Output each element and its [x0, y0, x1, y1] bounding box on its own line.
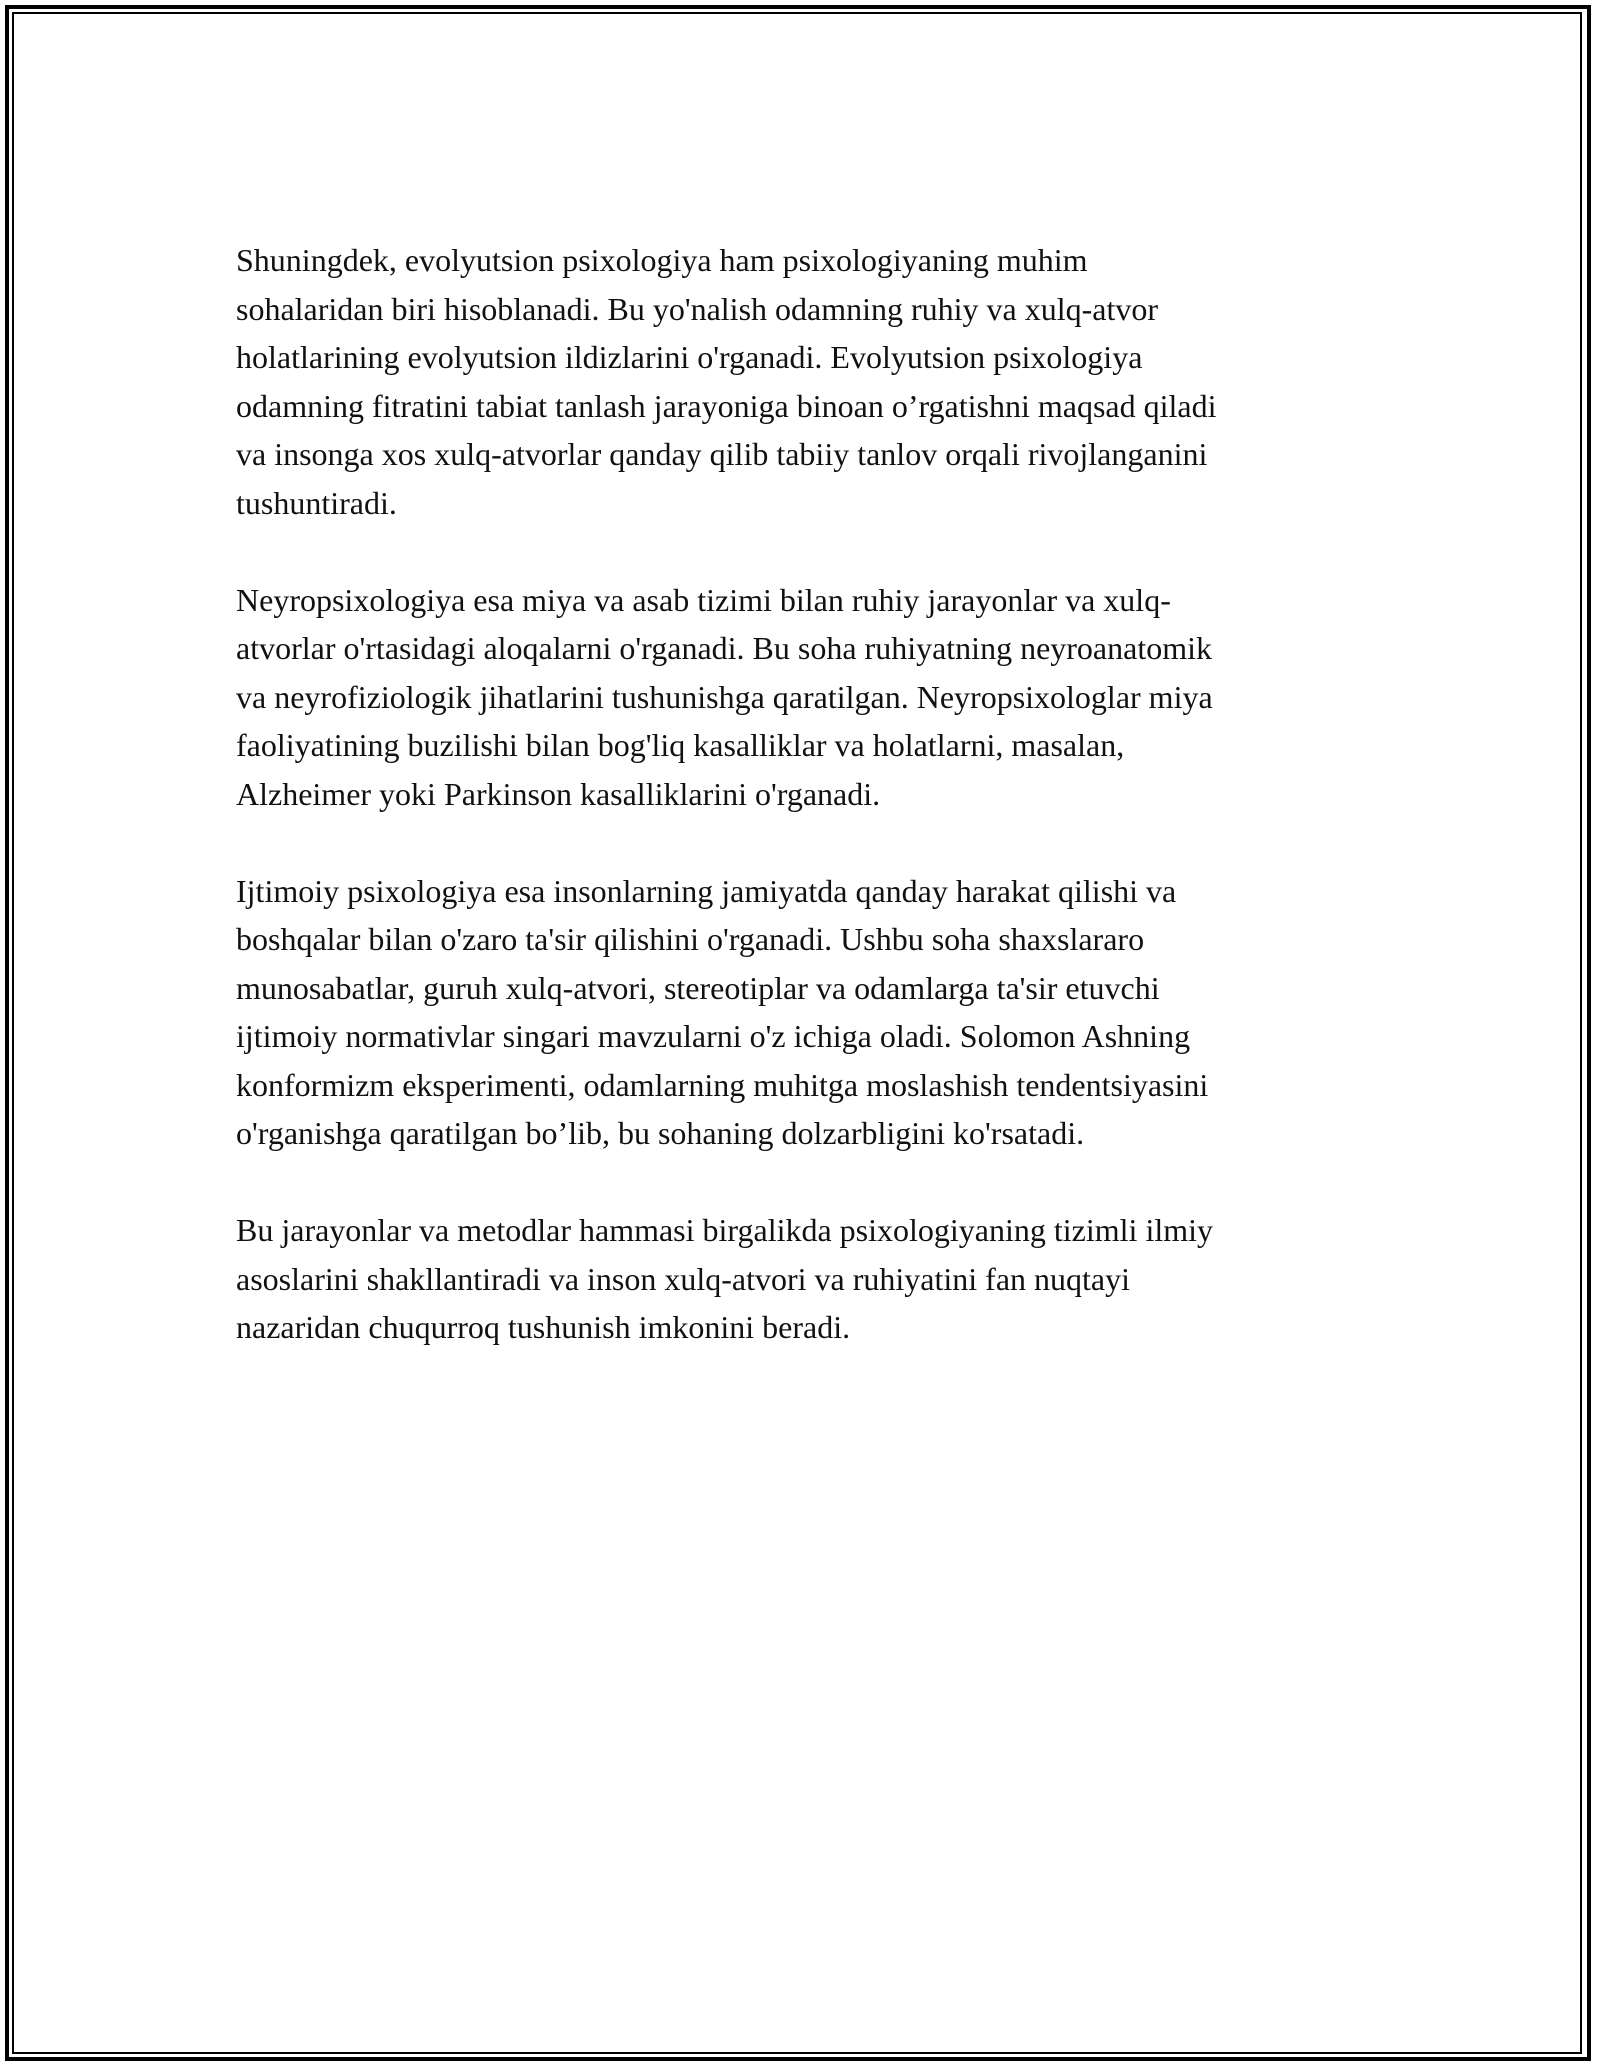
- text-line: o'rganishga qaratilgan bo’lib, bu sohaning dolzarbligini ko'rsatadi.: [236, 1115, 1085, 1151]
- text-line: asoslarini shakllantiradi va inson xulq-atvori va ruhiyatini fan nuqtayi: [236, 1260, 1131, 1297]
- text-line: sohalaridan biri hisoblanadi. Bu yo'nalish odamning ruhiy va xulq-atvor: [236, 290, 1159, 327]
- text-line: boshqalar bilan o'zaro ta'sir qilishini o'rganadi. Ushbu soha shaxslararo: [236, 921, 1145, 957]
- text-line: Alzheimer yoki Parkinson kasalliklarini o'rganadi.: [236, 775, 881, 812]
- text-line: Bu jarayonlar va metodlar hammasi birgalikda psixologiyaning tizimli ilmiy: [236, 1212, 1213, 1248]
- paragraph-neuropsychology: [236, 576, 1376, 819]
- text-line: faoliyatining buzilishi bilan bog'liq kasalliklar va holatlarni, masalan,: [236, 727, 1125, 763]
- text-line: Shuningdek, evolyutsion psixologiya ham psixologiyaning muhim: [236, 242, 1088, 278]
- text-line: ijtimoiy normativlar singari mavzularni o'z ichiga oladi. Solomon Ashning: [236, 1018, 1191, 1054]
- text-line: munosabatlar, guruh xulq-atvori, stereotiplar va odamlarga ta'sir etuvchi: [236, 969, 1160, 1006]
- text-line: odamning fitratini tabiat tanlash jarayoniga binoan o’rgatishni maqsad qiladi: [236, 387, 1217, 424]
- paragraph-social-psychology: [236, 867, 1376, 1158]
- text-line: holatlarining evolyutsion ildizlarini o'rganadi. Evolyutsion psixologiya: [236, 339, 1143, 375]
- text-line: atvorlar o'rtasidagi aloqalarni o'rganadi. Bu soha ruhiyatning neyroanatomik: [236, 630, 1212, 666]
- text-line: konformizm eksperimenti, odamlarning muhitga moslashish tendentsiyasini: [236, 1066, 1209, 1103]
- text-line: Neyropsixologiya esa miya va asab tizimi bilan ruhiy jarayonlar va xulq-: [236, 581, 1171, 618]
- document-body: [236, 236, 1376, 1400]
- text-line: tushuntiradi.: [236, 484, 397, 521]
- text-line: va insonga xos xulq-atvorlar qanday qilib tabiiy tanlov orqali rivojlanganini: [236, 436, 1208, 472]
- paragraph-evolutionary-psychology: [236, 236, 1376, 527]
- text-line: nazaridan chuqurroq tushunish imkonini beradi.: [236, 1309, 851, 1345]
- text-line: va neyrofiziologik jihatlarini tushunishga qaratilgan. Neyropsixologlar miya: [236, 678, 1213, 715]
- text-line: Ijtimoiy psixologiya esa insonlarning jamiyatda qanday harakat qilishi va: [236, 872, 1177, 909]
- paragraph-conclusion: [236, 1206, 1376, 1352]
